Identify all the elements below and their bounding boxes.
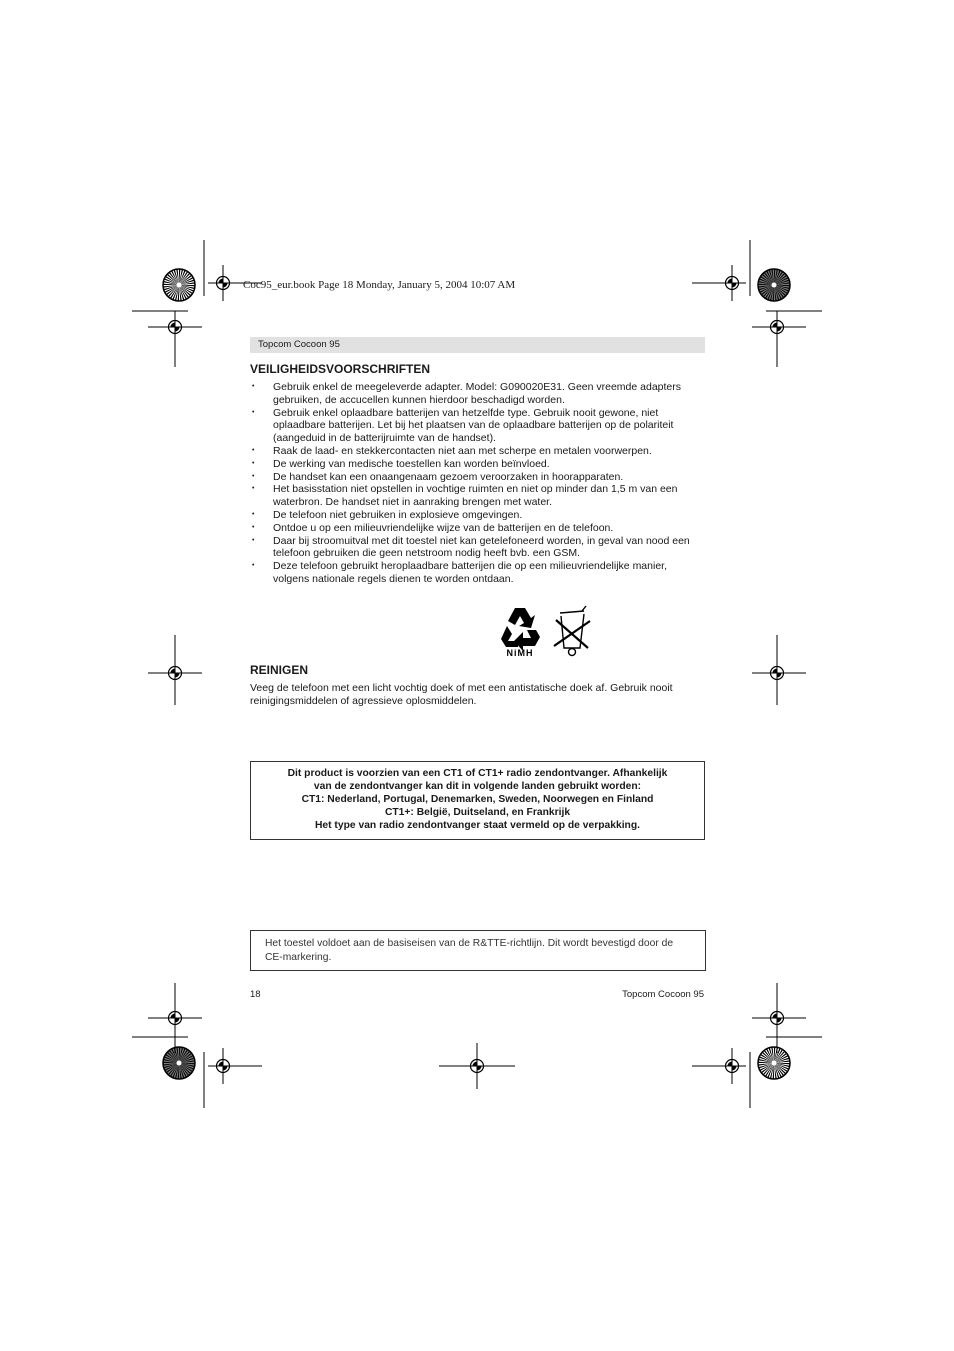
registration-target-icon [721, 1055, 743, 1077]
starburst-mark-icon [758, 1047, 790, 1079]
list-item: • Het basisstation niet opstellen in vochtige ruimten en niet op minder dan 1,5 m van een waterbron. De handset niet in aanraking brengen met water. [250, 483, 706, 509]
radio-notice-line: CT1: Nederland, Portugal, Denemarken, Sweden, Noorwegen en Finland [301, 794, 654, 805]
radio-notice-line: Dit product is voorzien van een CT1 of CT1+ radio zendontvanger. Afhankelijk [287, 768, 668, 779]
running-header [250, 337, 705, 353]
list-item: • Gebruik enkel oplaadbare batterijen van hetzelfde type. Gebruik nooit gewone, niet oplaadbare batterijen. Let bij het plaatsen van de oplaadbare batterijen op de polariteit (aangeduid in de batterijruimte van de handset). [250, 407, 706, 445]
list-item: • De handset kan een onaangenaam gezoem veroorzaken in hoorapparaten. [250, 471, 706, 484]
registration-target-icon [721, 272, 743, 294]
registration-target-icon [164, 316, 186, 338]
starburst-mark-icon [163, 1047, 195, 1079]
registration-target-icon [164, 1007, 186, 1029]
cleaning-text: Veeg de telefoon met een licht vochtig doek of met een antistatische doek af. Gebruik nooit reinigingsmiddelen of agressieve oplosmiddelen. [250, 682, 673, 707]
print-header: Coc95_eur.book Page 18 Monday, January 5, 2004 10:07 AM [243, 279, 516, 291]
registration-target-icon [766, 316, 788, 338]
running-header-title: Topcom Cocoon 95 [258, 339, 340, 350]
radio-notice-line: van de zendontvanger kan dit in volgende landen gebruikt worden: [313, 781, 642, 792]
ce-notice-text: Het toestel voldoet aan de basiseisen van de R&TTE-richtlijn. Dit wordt bevestigd door de CE-markering. [265, 938, 674, 963]
recycle-icon [501, 608, 540, 651]
footer-product: Topcom Cocoon 95 [622, 989, 704, 1000]
registration-target-icon [766, 662, 788, 684]
page-number: 18 [250, 989, 261, 1000]
registration-target-icon [164, 662, 186, 684]
nimh-label: NiMH [506, 648, 534, 658]
list-item: • Raak de laad- en stekkercontacten niet aan met scherpe en metalen voorwerpen. [250, 445, 706, 458]
list-item: • Deze telefoon gebruikt heroplaadbare batterijen die op een milieuvriendelijke manier, volgens nationale regels dienen te worden ontdaan. [250, 560, 706, 586]
registration-target-icon [766, 1007, 788, 1029]
radio-notice-line: Het type van radio zendontvanger staat vermeld op de verpakking. [314, 820, 641, 831]
list-item: • Gebruik enkel de meegeleverde adapter. Model: G090020E31. Geen vreemde adapters gebruiken, de accucellen kunnen hierdoor beschadigd worden. [250, 381, 706, 407]
recycling-symbols [498, 604, 594, 662]
list-item: • Ontdoe u op een milieuvriendelijke wijze van de batterijen en de telefoon. [250, 522, 706, 535]
safety-list [250, 381, 706, 586]
registration-target-icon [212, 272, 234, 294]
cleaning-heading: REINIGEN [250, 663, 309, 677]
list-item: • De telefoon niet gebruiken in explosieve omgevingen. [250, 509, 706, 522]
registration-target-icon [212, 1055, 234, 1077]
registration-target-icon [466, 1055, 488, 1077]
ce-notice-box [250, 930, 706, 971]
starburst-mark-icon [758, 269, 790, 301]
starburst-mark-icon [163, 269, 195, 301]
radio-notice-line: CT1+: België, Duitseland, en Frankrijk [384, 807, 571, 818]
list-item: • Daar bij stroomuitval met dit toestel niet kan getelefoneerd worden, in geval van nood een telefoon gebruiken die geen netstroom nodig heeft bvb. een GSM. [250, 535, 706, 561]
safety-heading: VEILIGHEIDSVOORSCHRIFTEN [250, 362, 431, 376]
list-item: • De werking van medische toestellen kan worden beïnvloed. [250, 458, 706, 471]
radio-notice-box [250, 761, 705, 840]
crossed-bin-icon [554, 606, 590, 656]
